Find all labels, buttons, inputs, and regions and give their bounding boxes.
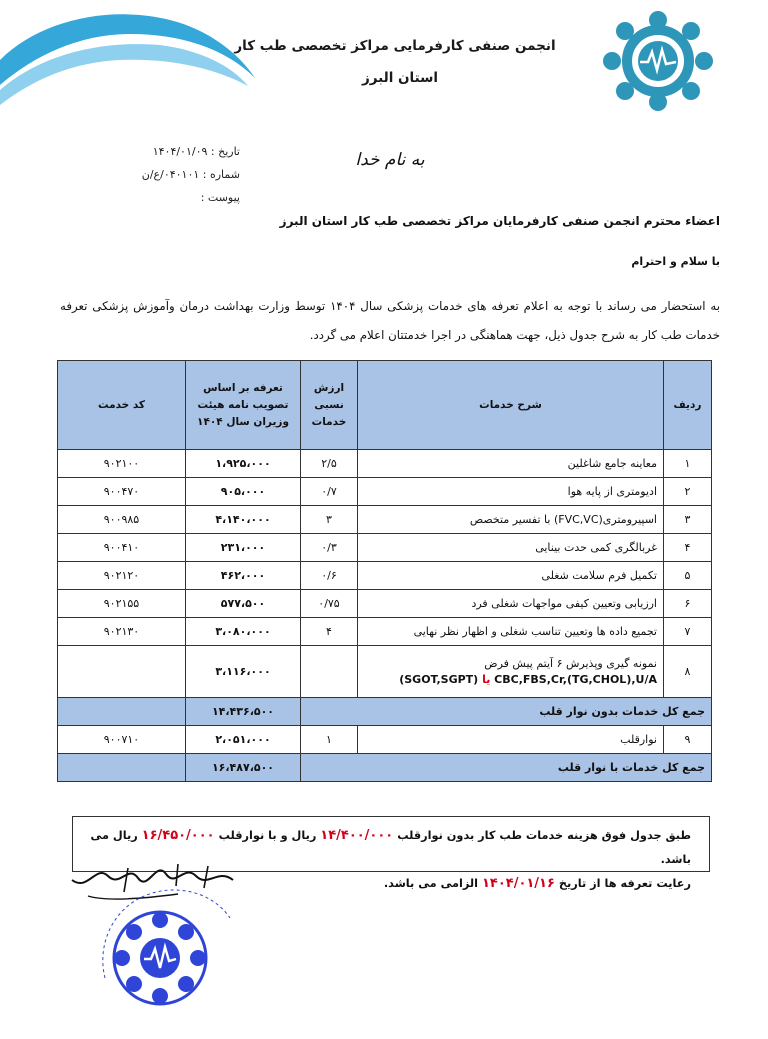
table-row-lab-tests	[58, 646, 712, 698]
row-tariff: ۱،۹۲۵،۰۰۰	[186, 450, 301, 478]
association-stamp	[80, 878, 240, 1028]
subtotal-empty-cell	[58, 698, 186, 726]
subtotal-row	[58, 698, 712, 726]
row-code: ۹۰۰۴۱۰	[58, 534, 186, 562]
row-relative-value: ۰/۶	[301, 562, 358, 590]
row-code: ۹۰۲۱۰۰	[58, 450, 186, 478]
table-row	[58, 590, 712, 618]
table-row-ecg	[58, 726, 712, 754]
date-value: ۱۴۰۴/۰۱/۰۹	[152, 145, 208, 158]
row-tariff: ۲۳۱،۰۰۰	[186, 534, 301, 562]
note-text-d: رعایت تعرفه ها از تاریخ	[558, 877, 691, 890]
table-row	[58, 534, 712, 562]
table-row	[58, 478, 712, 506]
note-effective-date: ۱۴۰۴/۰۱/۱۶	[481, 876, 555, 891]
row-index: ۹	[664, 726, 712, 754]
row-index: ۸	[664, 646, 712, 698]
lab-tests-line1: نمونه گیری وپذیرش ۶ آیتم پیش فرض	[484, 657, 657, 670]
note-text-e: الزامی می باشد.	[383, 877, 479, 890]
row-tariff: ۳،۰۸۰،۰۰۰	[186, 618, 301, 646]
row-tariff: ۴۶۲،۰۰۰	[186, 562, 301, 590]
header-description: شرح خدمات	[358, 361, 664, 450]
row-description: معاینه جامع شاغلین	[358, 450, 664, 478]
table-row	[58, 618, 712, 646]
date-label: تاریخ :	[210, 145, 240, 158]
row-relative-value: ۲/۵	[301, 450, 358, 478]
subtotal-label: جمع کل خدمات بدون نوار قلب	[301, 698, 712, 726]
table-row	[58, 506, 712, 534]
row-relative-value: ۴	[301, 618, 358, 646]
row-code: ۹۰۰۴۷۰	[58, 478, 186, 506]
header-index: ردیف	[664, 361, 712, 450]
row-tariff: ۵۷۷،۵۰۰	[186, 590, 301, 618]
row-relative-value	[301, 646, 358, 698]
lab-tests-group-b: (SGOT,SGPT)	[399, 673, 479, 686]
row-index: ۴	[664, 534, 712, 562]
row-tariff: ۳،۱۱۶،۰۰۰	[186, 646, 301, 698]
lab-tests-or: یا	[482, 673, 491, 686]
letter-meta	[120, 140, 240, 209]
row-description: تکمیل فرم سلامت شغلی	[358, 562, 664, 590]
number-label: شماره :	[202, 168, 240, 181]
subtotal-value: ۱۴،۴۳۶،۵۰۰	[186, 698, 301, 726]
date-line	[120, 140, 240, 163]
note-price-without-ecg: ۱۴/۴۰۰/۰۰۰	[320, 828, 394, 843]
organization-province: استان البرز	[361, 70, 439, 86]
row-code: ۹۰۲۱۵۵	[58, 590, 186, 618]
row-relative-value: ۰/۳	[301, 534, 358, 562]
lab-tests-group-a: CBC,FBS,Cr,(TG,CHOL),U/A	[494, 673, 657, 686]
row-code: ۹۰۰۹۸۵	[58, 506, 186, 534]
row-tariff: ۲،۰۵۱،۰۰۰	[186, 726, 301, 754]
row-relative-value: ۰/۷۵	[301, 590, 358, 618]
table-header-row	[58, 361, 712, 450]
row-description: نوارقلب	[358, 726, 664, 754]
row-index: ۳	[664, 506, 712, 534]
row-code: ۹۰۰۷۱۰	[58, 726, 186, 754]
row-index: ۱	[664, 450, 712, 478]
lab-tests-line2	[364, 673, 657, 686]
row-description: ادیومتری از پایه هوا	[358, 478, 664, 506]
note-text-c: ریال می باشد.	[90, 829, 691, 866]
row-tariff: ۹۰۵،۰۰۰	[186, 478, 301, 506]
row-description	[358, 646, 664, 698]
row-relative-value: ۰/۷	[301, 478, 358, 506]
number-value: ۰۴۰۱۰۱/ع/ن	[141, 168, 200, 181]
total-label: جمع کل خدمات با نوار قلب	[301, 754, 712, 782]
table-row	[58, 562, 712, 590]
total-value: ۱۶،۴۸۷،۵۰۰	[186, 754, 301, 782]
row-description: ارزیابی وتعیین کیفی مواجهات شغلی فرد	[358, 590, 664, 618]
note-text-b: ریال و با نوارقلب	[218, 829, 317, 842]
tariff-table	[57, 360, 712, 782]
row-relative-value: ۳	[301, 506, 358, 534]
header-wave-decoration	[0, 0, 260, 115]
bismillah-heading: به نام خدا	[355, 150, 425, 170]
row-description: تجمیع داده ها وتعیین تناسب شغلی و اظهار نظر نهایی	[358, 618, 664, 646]
total-empty-cell	[58, 754, 186, 782]
association-logo	[598, 6, 718, 116]
row-tariff: ۴،۱۴۰،۰۰۰	[186, 506, 301, 534]
row-index: ۵	[664, 562, 712, 590]
row-index: ۷	[664, 618, 712, 646]
note-text-a: طبق جدول فوق هزینه خدمات طب کار بدون نوارقلب	[397, 829, 691, 842]
attachment-line	[120, 186, 240, 209]
row-code: ۹۰۲۱۳۰	[58, 618, 186, 646]
attachment-label: پیوست :	[200, 191, 240, 204]
row-index: ۶	[664, 590, 712, 618]
number-line	[120, 163, 240, 186]
note-price-with-ecg: ۱۶/۴۵۰/۰۰۰	[141, 828, 215, 843]
row-description: غربالگری کمی حدت بینایی	[358, 534, 664, 562]
row-index: ۲	[664, 478, 712, 506]
table-row	[58, 450, 712, 478]
row-description: اسپیرومتری(FVC,VC) با تفسیر متخصص	[358, 506, 664, 534]
row-code: ۹۰۲۱۲۰	[58, 562, 186, 590]
total-row	[58, 754, 712, 782]
recipient-line: اعضاء محترم انجمن صنفی کارفرمایان مراکز تخصصی طب کار استان البرز	[279, 214, 720, 228]
header-tariff: تعرفه بر اساس تصویب نامه هیئت وزیران سال ۱۴۰۴	[186, 361, 301, 450]
letter-body: به استحضار می رساند با توجه به اعلام تعرفه های خدمات پزشکی سال ۱۴۰۴ توسط وزارت بهداشت درمان وآموزش پزشکی تعرفه خدمات طب کار به شرح جدول ذیل، جهت هماهنگی در اجرا خدمتتان اعلام می گردد.	[60, 299, 721, 342]
row-code	[58, 646, 186, 698]
greeting-line: با سلام و احترام	[631, 255, 720, 268]
header-relative-value: ارزش نسبی خدمات	[301, 361, 358, 450]
header-code: کد خدمت	[58, 361, 186, 450]
organization-name: انجمن صنفی کارفرمایی مراکز تخصصی طب کار	[234, 38, 556, 54]
row-relative-value: ۱	[301, 726, 358, 754]
